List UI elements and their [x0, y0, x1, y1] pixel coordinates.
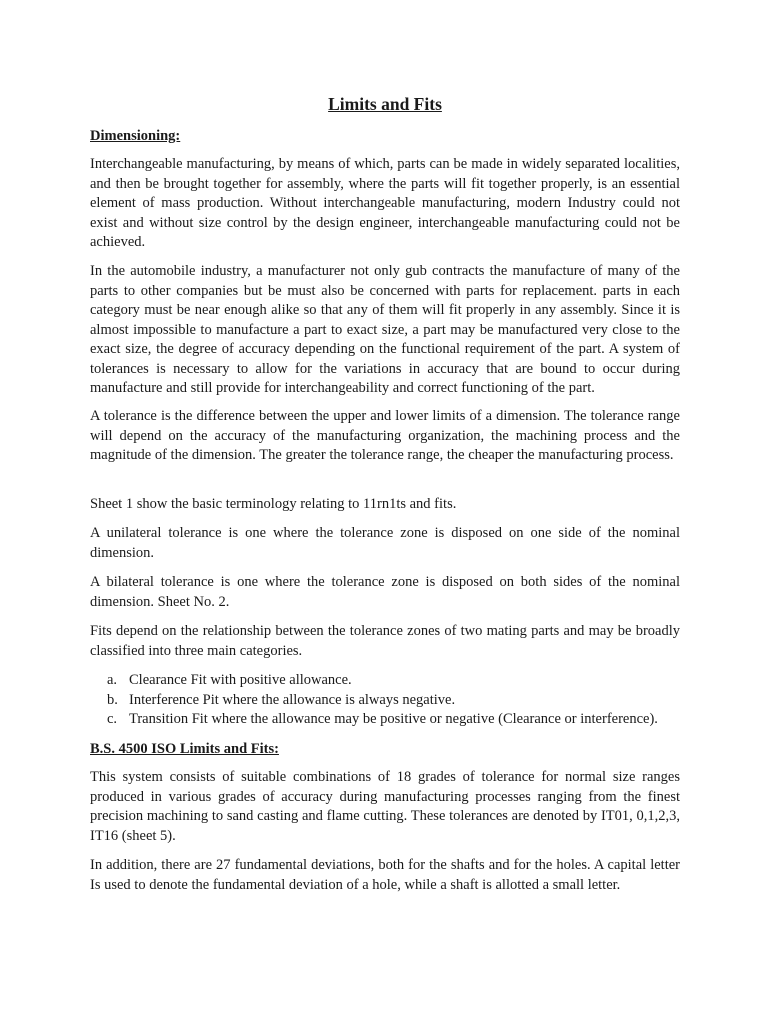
list-item-text: Clearance Fit with positive allowance.	[129, 672, 352, 688]
list-item	[90, 671, 680, 691]
paragraph-fits-categories: Fits depend on the relationship between the tolerance zones of two mating parts and may be broadly classified into three main categories.	[90, 623, 680, 659]
list-item-text: Transition Fit where the allowance may be positive or negative (Clearance or interference).	[129, 711, 658, 727]
paragraph-tolerance-definition: A tolerance is the difference between the upper and lower limits of a dimension. The tolerance range will depend on the accuracy of the manufacturing organization, the machining process and the magnitude of the dimension. The greater the tolerance range, the cheaper the manufacturing process.	[90, 408, 680, 463]
list-marker: c.	[107, 711, 118, 727]
document-title: Limits and Fits	[328, 94, 442, 114]
paragraph-automobile-industry: In the automobile industry, a manufacturer not only gub contracts the manufacture of many of the parts to other companies but be must also be concerned with parts for replacement. parts in each category must be near enough alike so that any of them will fit properly in any assembly. Since it is almost impossible to manufacture a part to exact size, a part may be manufactured very close to the exact size, the degree of accuracy depending on the functional requirement of the part. A system of tolerances is necessary to allow for the variations in accuracy that are bound to occur during manufacture and still provide for interchangeability and correct functioning of the part.	[90, 263, 680, 396]
paragraph-unilateral-tolerance: A unilateral tolerance is one where the tolerance zone is disposed on one side of the nominal dimension.	[90, 525, 680, 561]
list-item-text: Interference Pit where the allowance is always negative.	[129, 691, 456, 708]
fit-categories-list	[90, 671, 680, 730]
section-heading-bs4500: B.S. 4500 ISO Limits and Fits:	[90, 741, 279, 757]
section-heading-dimensioning: Dimensioning:	[90, 128, 181, 144]
list-item	[90, 710, 680, 730]
list-marker: a.	[107, 672, 118, 688]
list-item	[90, 691, 680, 711]
paragraph-bilateral-tolerance: A bilateral tolerance is one where the tolerance zone is disposed on both sides of the nominal dimension. Sheet No. 2.	[90, 574, 680, 610]
paragraph-interchangeable-manufacturing: Interchangeable manufacturing, by means of which, parts can be made in widely separated localities, and then be brought together for assembly, where the parts will fit together properly, is an essential element of mass production. Without interchangeable manufacturing, modern Industry could not exist and without size control by the design engineer, interchangeable manufacturing could not be achieved.	[90, 156, 680, 250]
paragraph-fundamental-deviations: In addition, there are 27 fundamental deviations, both for the shafts and for the holes. A capital letter Is used to denote the fundamental deviation of a hole, while a shaft is allotted a small letter.	[90, 857, 680, 893]
paragraph-tolerance-grades: This system consists of suitable combinations of 18 grades of tolerance for normal size ranges produced in various grades of accuracy during manufacturing processes ranging from the finest precision machining to sand casting and flame cutting. These tolerances are denoted by IT01, 0,1,2,3, IT16 (sheet 5).	[90, 769, 680, 844]
list-marker: b.	[107, 691, 118, 708]
paragraph-sheet-1: Sheet 1 show the basic terminology relating to 11rn1ts and fits.	[90, 496, 457, 512]
document-page	[90, 0, 680, 1024]
